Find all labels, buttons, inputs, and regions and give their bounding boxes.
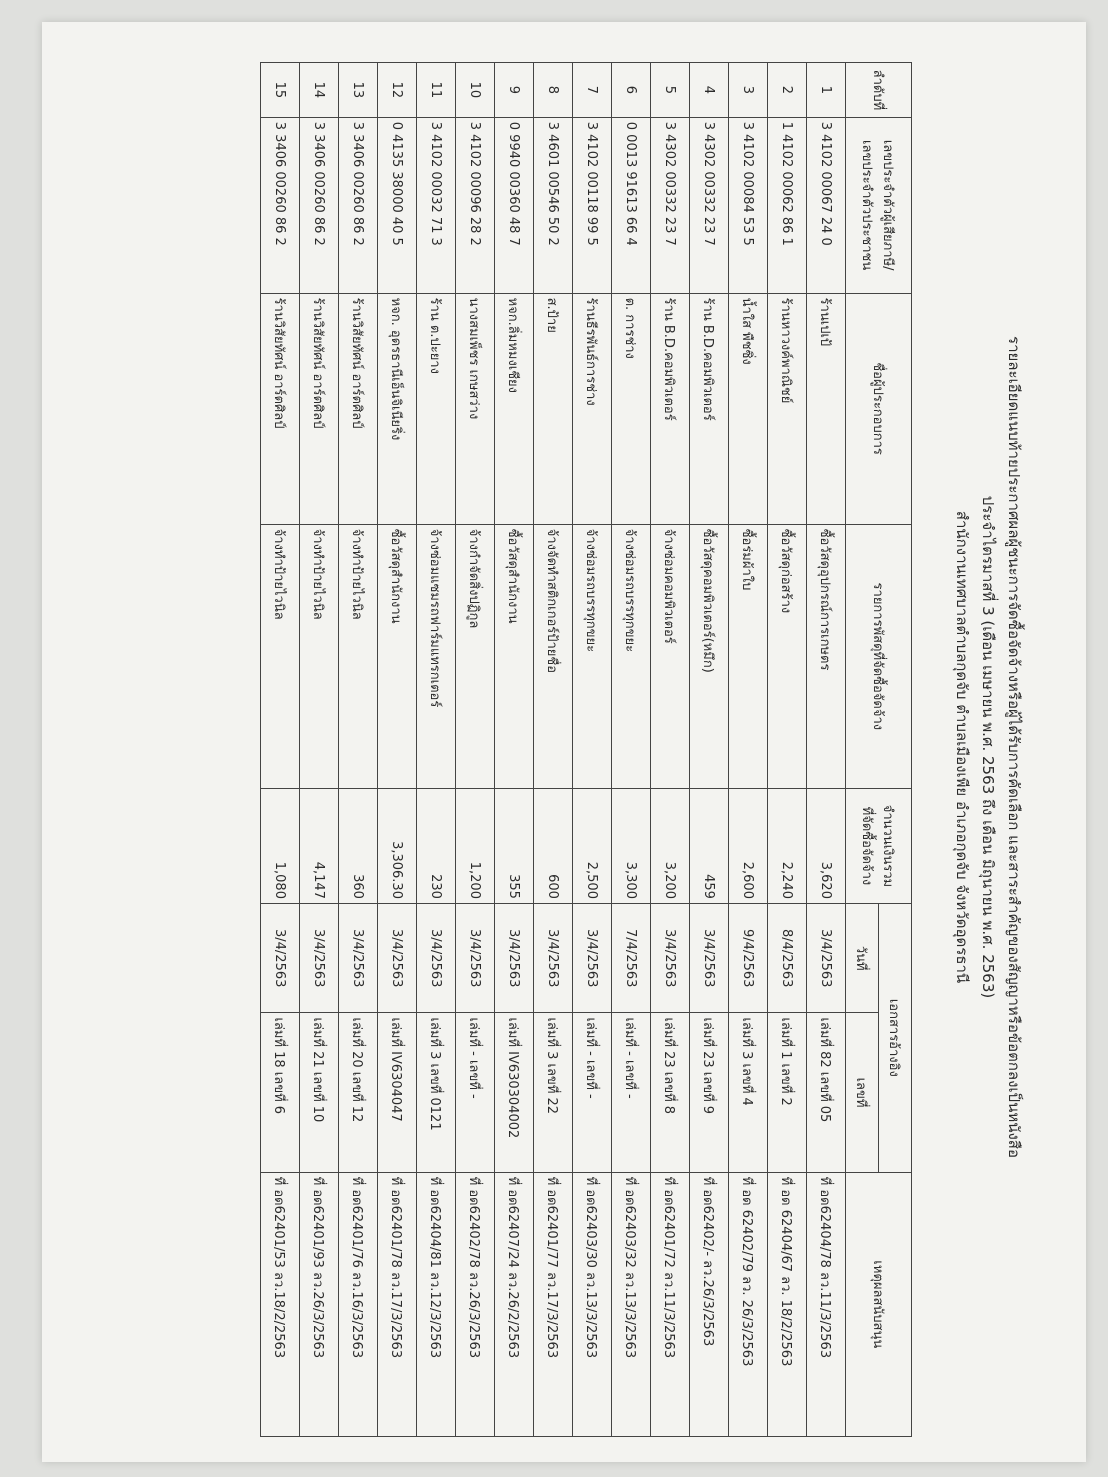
row-ref: เล่มที่ IV6304047 bbox=[378, 1013, 417, 1172]
row-no: 11 bbox=[417, 63, 456, 118]
row-vendor: ร้านวิสัยทัศน์ อาร์ตศิลป์ bbox=[300, 293, 339, 524]
row-date: 3/4/2563 bbox=[339, 903, 378, 1012]
row-taxid: 3 4102 00032 71 3 bbox=[417, 117, 456, 293]
table-row bbox=[261, 63, 300, 1437]
row-reason: ที่ อด 62402/79 ลว. 26/3/2563 bbox=[729, 1172, 768, 1436]
col-header-amount-line2: ที่จัดซื้อจัดจ้าง bbox=[859, 806, 875, 886]
row-reason: ที่ อด 62404/67 ลว. 18/2/2563 bbox=[768, 1172, 807, 1436]
table-row bbox=[495, 63, 534, 1437]
row-ref: เล่มที่ - เลขที่ - bbox=[612, 1013, 651, 1172]
row-ref: เล่มที่ 23 เลขที่ 8 bbox=[651, 1013, 690, 1172]
row-vendor: หจก. อุดรธานีเอ็นจิเนียริ่ง bbox=[378, 293, 417, 524]
row-vendor: ร้าน B.D.คอมพิวเตอร์ bbox=[651, 293, 690, 524]
row-item: จ้างซ่อมรถบรรทุกขยะ bbox=[573, 524, 612, 788]
row-ref: เล่มที่ 20 เลขที่ 12 bbox=[339, 1013, 378, 1172]
row-vendor: ร้าน ต.ปะยาง bbox=[417, 293, 456, 524]
heading-line-2: ประจำไตรมาสที่ 3 (เดือน เมษายน พ.ศ. 2563 ถึง เดือน มิถุนายน พ.ศ. 2563) bbox=[979, 495, 997, 999]
row-vendor: ส.ป้าย bbox=[534, 293, 573, 524]
row-date: 3/4/2563 bbox=[807, 903, 846, 1012]
row-amount: 355 bbox=[495, 788, 534, 903]
row-ref: เล่มที่ 18 เลขที่ 6 bbox=[261, 1013, 300, 1172]
row-taxid: 3 4102 00118 99 5 bbox=[573, 117, 612, 293]
row-vendor: ร้านวิสัยทัศน์ อาร์ตศิลป์ bbox=[261, 293, 300, 524]
row-reason: ที่ อด62404/78 ลว.11/3/2563 bbox=[807, 1172, 846, 1436]
row-item: จ้างทำป้ายไวนิล bbox=[339, 524, 378, 788]
table-row bbox=[690, 63, 729, 1437]
rotated-page bbox=[127, 42, 1027, 1452]
row-amount: 1,200 bbox=[456, 788, 495, 903]
row-item: ซื้อวัสดุอุปกรณ์การเกษตร bbox=[807, 524, 846, 788]
col-header-docref: เอกสารอ้างอิง bbox=[879, 903, 912, 1172]
document-heading bbox=[949, 42, 1027, 1452]
row-item: จ้างกำจัดสิ่งปฏิกูล bbox=[456, 524, 495, 788]
row-no: 4 bbox=[690, 63, 729, 118]
row-ref: เล่มที่ - เลขที่ - bbox=[573, 1013, 612, 1172]
col-header-amount-line1: จำนวนเงินรวม bbox=[880, 804, 896, 888]
row-reason: ที่ อด62403/30 ลว.13/3/2563 bbox=[573, 1172, 612, 1436]
row-amount: 2,500 bbox=[573, 788, 612, 903]
row-date: 3/4/2563 bbox=[495, 903, 534, 1012]
row-date: 9/4/2563 bbox=[729, 903, 768, 1012]
row-no: 8 bbox=[534, 63, 573, 118]
row-no: 6 bbox=[612, 63, 651, 118]
row-taxid: 3 4102 00067 24 0 bbox=[807, 117, 846, 293]
row-taxid: 3 4102 00096 28 2 bbox=[456, 117, 495, 293]
row-reason: ที่ อด62402/- ลว.26/3/2563 bbox=[690, 1172, 729, 1436]
row-date: 3/4/2563 bbox=[456, 903, 495, 1012]
row-item: จ้างซ่อมแซมรถฟาร์มแทรกเตอร์ bbox=[417, 524, 456, 788]
row-amount: 3,200 bbox=[651, 788, 690, 903]
row-no: 3 bbox=[729, 63, 768, 118]
row-date: 7/4/2563 bbox=[612, 903, 651, 1012]
row-no: 1 bbox=[807, 63, 846, 118]
row-reason: ที่ อด62404/81 ลว.12/3/2563 bbox=[417, 1172, 456, 1436]
row-no: 7 bbox=[573, 63, 612, 118]
table-row bbox=[378, 63, 417, 1437]
row-vendor: ร้านวิสัยทัศน์ อาร์ตศิลป์ bbox=[339, 293, 378, 524]
row-amount: 1,080 bbox=[261, 788, 300, 903]
procurement-table bbox=[260, 62, 912, 1437]
row-taxid: 1 4102 00062 86 1 bbox=[768, 117, 807, 293]
row-item: ซื้อร่มผ้าใบ bbox=[729, 524, 768, 788]
row-item: ซื้อวัสดุสำนักงาน bbox=[378, 524, 417, 788]
row-ref: เล่มที่ 3 เลขที่ 22 bbox=[534, 1013, 573, 1172]
row-reason: ที่ อด62403/32 ลว.13/3/2563 bbox=[612, 1172, 651, 1436]
row-date: 3/4/2563 bbox=[261, 903, 300, 1012]
col-header-taxid-line1: เลขประจำตัวผู้เสียภาษี/ bbox=[880, 139, 896, 271]
row-vendor: ร้าน B.D.คอมพิวเตอร์ bbox=[690, 293, 729, 524]
row-taxid: 0 0013 91613 66 4 bbox=[612, 117, 651, 293]
row-reason: ที่ อด62401/78 ลว.17/3/2563 bbox=[378, 1172, 417, 1436]
table-row bbox=[651, 63, 690, 1437]
table-row bbox=[300, 63, 339, 1437]
row-item: จ้างทำป้ายไวนิล bbox=[300, 524, 339, 788]
col-header-no: ลำดับที่ bbox=[846, 63, 912, 118]
row-no: 9 bbox=[495, 63, 534, 118]
row-reason: ที่ อด62401/93 ลว.26/3/2563 bbox=[300, 1172, 339, 1436]
row-taxid: 3 3406 00260 86 2 bbox=[300, 117, 339, 293]
row-no: 2 bbox=[768, 63, 807, 118]
row-amount: 3,620 bbox=[807, 788, 846, 903]
row-taxid: 3 4302 00332 23 7 bbox=[651, 117, 690, 293]
row-taxid: 3 3406 00260 86 2 bbox=[339, 117, 378, 293]
row-ref: เล่มที่ 21 เลขที่ 10 bbox=[300, 1013, 339, 1172]
heading-line-1: รายละเอียดแนบท้ายประกาศผลผู้ชนะการจัดซื้อจัดจ้างหรือผู้ได้รับการคัดเลือก และสาระสำคัญของสัญญาหรือข้อตกลงเป็นหนังสือ bbox=[1005, 336, 1023, 1158]
row-taxid: 0 4135 38000 40 5 bbox=[378, 117, 417, 293]
row-taxid: 3 4302 00332 23 7 bbox=[690, 117, 729, 293]
row-vendor: ร้านเปเป้ bbox=[807, 293, 846, 524]
heading-line-3: สำนักงานเทศบาลตำบลกุดจับ ตำบลเมืองเพีย อำเภอกุดจับ จังหวัดอุดรธานี bbox=[953, 510, 971, 984]
row-taxid: 0 9940 00360 48 7 bbox=[495, 117, 534, 293]
table-row bbox=[612, 63, 651, 1437]
row-item: จ้างจัดทำสติกเกอร์ป้ายชื่อ bbox=[534, 524, 573, 788]
row-amount: 4,147 bbox=[300, 788, 339, 903]
table-row bbox=[339, 63, 378, 1437]
row-ref: เล่มที่ 82 เลขที่ 05 bbox=[807, 1013, 846, 1172]
table-row bbox=[456, 63, 495, 1437]
row-reason: ที่ อด62401/76 ลว.16/3/2563 bbox=[339, 1172, 378, 1436]
table-row bbox=[768, 63, 807, 1437]
col-header-taxid-line2: เลขประจำตัวประชาชน bbox=[859, 140, 875, 271]
row-amount: 2,600 bbox=[729, 788, 768, 903]
row-ref: เล่มที่ IV630304002 bbox=[495, 1013, 534, 1172]
row-date: 3/4/2563 bbox=[534, 903, 573, 1012]
row-date: 3/4/2563 bbox=[300, 903, 339, 1012]
row-reason: ที่ อด62401/53 ลว.18/2/2563 bbox=[261, 1172, 300, 1436]
row-ref: เล่มที่ - เลขที่ - bbox=[456, 1013, 495, 1172]
row-ref: เล่มที่ 3 เลขที่ 4 bbox=[729, 1013, 768, 1172]
row-amount: 2,240 bbox=[768, 788, 807, 903]
row-vendor: ร้านธีรพันธ์การช่าง bbox=[573, 293, 612, 524]
col-header-amount bbox=[846, 788, 912, 903]
col-header-date: วันที่ bbox=[846, 903, 879, 1012]
table-row bbox=[534, 63, 573, 1437]
row-vendor: นางสมเพ็ชร เกษสว่าง bbox=[456, 293, 495, 524]
row-date: 3/4/2563 bbox=[573, 903, 612, 1012]
row-date: 3/4/2563 bbox=[417, 903, 456, 1012]
row-date: 8/4/2563 bbox=[768, 903, 807, 1012]
row-item: ซื้อวัสดุสำนักงาน bbox=[495, 524, 534, 788]
row-ref: เล่มที่ 1 เลขที่ 2 bbox=[768, 1013, 807, 1172]
row-ref: เล่มที่ 23 เลขที่ 9 bbox=[690, 1013, 729, 1172]
row-amount: 3,300 bbox=[612, 788, 651, 903]
row-amount: 3,306.30 bbox=[378, 788, 417, 903]
table-row bbox=[729, 63, 768, 1437]
row-date: 3/4/2563 bbox=[651, 903, 690, 1012]
col-header-taxid bbox=[846, 117, 912, 293]
row-vendor: หจก.ลิ่มหมงเชียง bbox=[495, 293, 534, 524]
row-taxid: 3 4102 00084 53 5 bbox=[729, 117, 768, 293]
row-item: จ้างซ่อมรถบรรทุกขยะ bbox=[612, 524, 651, 788]
row-item: ซื้อวัสดุก่อสร้าง bbox=[768, 524, 807, 788]
row-date: 3/4/2563 bbox=[690, 903, 729, 1012]
row-no: 14 bbox=[300, 63, 339, 118]
row-reason: ที่ อด62401/77 ลว.17/3/2563 bbox=[534, 1172, 573, 1436]
row-date: 3/4/2563 bbox=[378, 903, 417, 1012]
row-amount: 360 bbox=[339, 788, 378, 903]
row-no: 13 bbox=[339, 63, 378, 118]
row-no: 15 bbox=[261, 63, 300, 118]
row-vendor: น้ำใส พืชซิ่ง bbox=[729, 293, 768, 524]
row-no: 5 bbox=[651, 63, 690, 118]
row-item: ซื้อวัสดุคอมพิวเตอร์(หมึก) bbox=[690, 524, 729, 788]
row-ref: เล่มที่ 3 เลขที่ 0121 bbox=[417, 1013, 456, 1172]
table-row bbox=[807, 63, 846, 1437]
table-row bbox=[573, 63, 612, 1437]
row-vendor: ร้านหาวงค์พาณิชย์ bbox=[768, 293, 807, 524]
row-taxid: 3 3406 00260 86 2 bbox=[261, 117, 300, 293]
row-item: จ้างซ่อมคอมพิวเตอร์ bbox=[651, 524, 690, 788]
row-item: จ้างทำป้ายไวนิล bbox=[261, 524, 300, 788]
col-header-item: รายการพัสดุที่จัดซื้อจัดจ้าง bbox=[846, 524, 912, 788]
row-no: 12 bbox=[378, 63, 417, 118]
row-reason: ที่ อด62407/24 ลว.26/2/2563 bbox=[495, 1172, 534, 1436]
paper-sheet bbox=[42, 22, 1086, 1462]
row-vendor: ต. การช่าง bbox=[612, 293, 651, 524]
col-header-vendor: ชื่อผู้ประกอบการ bbox=[846, 293, 912, 524]
col-header-refno: เลขที่ bbox=[846, 1013, 879, 1172]
row-amount: 230 bbox=[417, 788, 456, 903]
table-row bbox=[417, 63, 456, 1437]
row-taxid: 3 4601 00546 50 2 bbox=[534, 117, 573, 293]
col-header-reason: เหตุผลสนับสนุน bbox=[846, 1172, 912, 1436]
row-amount: 600 bbox=[534, 788, 573, 903]
row-amount: 459 bbox=[690, 788, 729, 903]
row-reason: ที่ อด62401/72 ลว.11/3/2563 bbox=[651, 1172, 690, 1436]
row-reason: ที่ อด62402/78 ลว.26/3/2563 bbox=[456, 1172, 495, 1436]
row-no: 10 bbox=[456, 63, 495, 118]
